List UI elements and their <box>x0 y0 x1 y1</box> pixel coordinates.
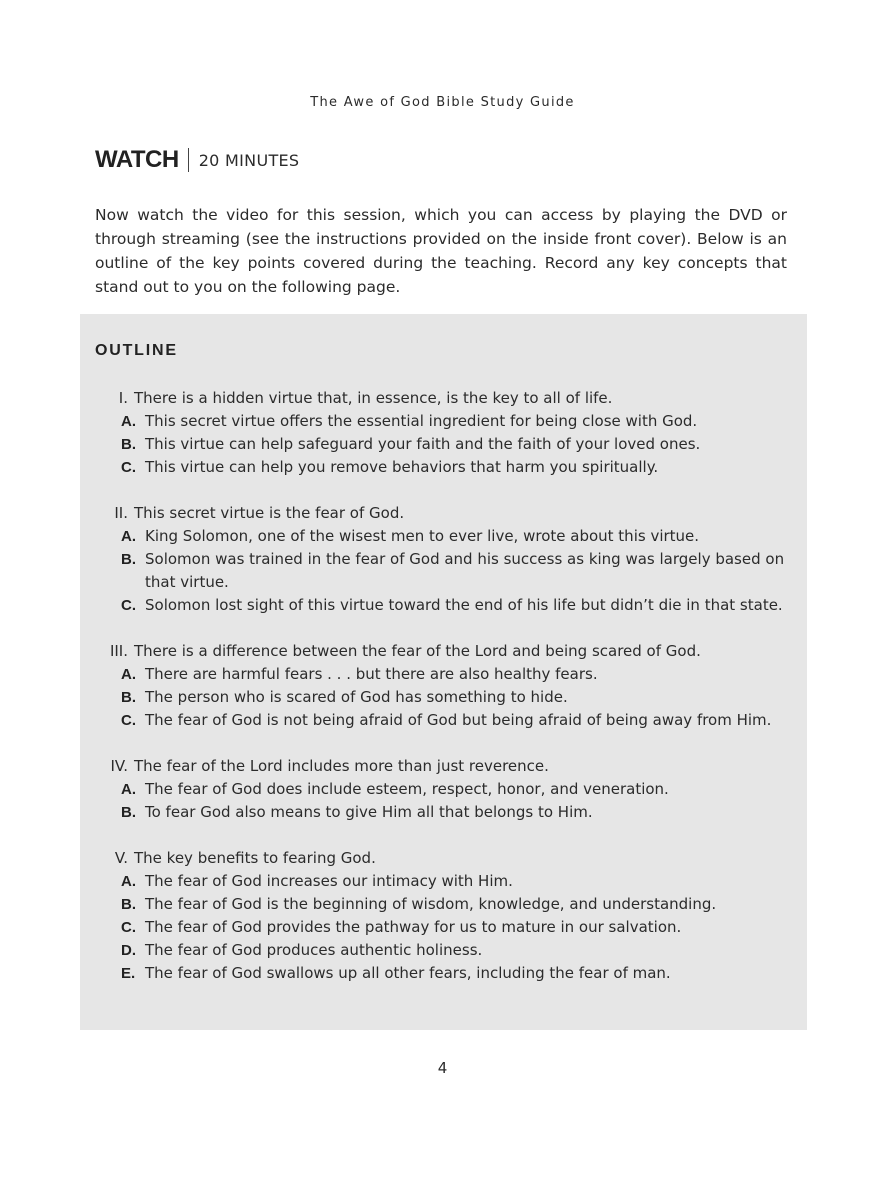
subpoint-text: The fear of God swallows up all other fears, including the fear of man. <box>145 964 671 982</box>
point-numeral: I. <box>118 389 128 407</box>
point-heading <box>98 847 798 870</box>
section-heading <box>95 146 299 174</box>
point-text: There is a difference between the fear of the Lord and being scared of God. <box>134 642 701 660</box>
point-numeral: IV. <box>110 757 128 775</box>
subpoint <box>98 456 798 479</box>
subpoint-letter: B. <box>121 551 136 568</box>
subpoint-letter: A. <box>121 666 136 683</box>
running-header: The Awe of God Bible Study Guide <box>310 95 575 110</box>
point-text: There is a hidden virtue that, in essence, is the key to all of life. <box>134 389 613 407</box>
outline-point <box>98 847 798 985</box>
subpoint-letter: B. <box>121 804 136 821</box>
subpoint-text: This virtue can help safeguard your faith and the faith of your loved ones. <box>145 435 701 453</box>
subpoint-text: The fear of God provides the pathway for us to mature in our salvation. <box>145 918 682 936</box>
subpoint-text: The fear of God does include esteem, respect, honor, and veneration. <box>145 780 669 798</box>
subpoint <box>98 410 798 433</box>
outline-point <box>98 387 798 479</box>
point-heading <box>98 755 798 778</box>
subpoint <box>98 663 798 686</box>
subpoint <box>98 801 798 824</box>
point-numeral: II. <box>114 504 128 522</box>
point-heading <box>98 502 798 525</box>
page-number: 4 <box>437 1059 448 1077</box>
subpoint-letter: A. <box>121 413 136 430</box>
subpoint-letter: C. <box>121 919 136 936</box>
point-text: The key benefits to fearing God. <box>134 849 376 867</box>
outline-point <box>98 755 798 824</box>
point-numeral: V. <box>114 849 128 867</box>
subpoint <box>98 870 798 893</box>
subpoint-text: King Solomon, one of the wisest men to ever live, wrote about this virtue. <box>145 527 700 545</box>
subpoint <box>98 548 798 594</box>
subpoint-letter: A. <box>121 528 136 545</box>
subpoint-letter: D. <box>121 942 136 959</box>
subpoint-letter: B. <box>121 689 136 706</box>
subpoint-text: There are harmful fears . . . but there are also healthy fears. <box>145 665 598 683</box>
subpoint-letter: C. <box>121 597 136 614</box>
subpoint <box>98 916 798 939</box>
section-divider <box>188 148 189 172</box>
section-duration: 20 MINUTES <box>198 150 300 170</box>
subpoint-letter: B. <box>121 896 136 913</box>
outline-box <box>80 314 807 1030</box>
point-text: This secret virtue is the fear of God. <box>134 504 405 522</box>
subpoint <box>98 962 798 985</box>
section-title: WATCH <box>95 146 179 173</box>
subpoint-text: The fear of God is the beginning of wisdom, knowledge, and understanding. <box>145 895 717 913</box>
subpoint <box>98 686 798 709</box>
subpoint-text: The fear of God is not being afraid of God but being afraid of being away from Him. <box>145 711 772 729</box>
point-heading <box>98 640 798 663</box>
point-heading <box>98 387 798 410</box>
point-numeral: III. <box>109 642 128 660</box>
subpoint-letter: E. <box>121 965 136 982</box>
subpoint-letter: B. <box>121 436 136 453</box>
subpoint-text: This virtue can help you remove behaviors that harm you spiritually. <box>145 458 659 476</box>
subpoint <box>98 939 798 962</box>
outline-point <box>98 640 798 732</box>
subpoint-text: To fear God also means to give Him all that belongs to Him. <box>145 803 593 821</box>
subpoint-text: This secret virtue offers the essential ingredient for being close with God. <box>145 412 698 430</box>
subpoint-letter: C. <box>121 712 136 729</box>
subpoint <box>98 525 798 548</box>
subpoint-text: The person who is scared of God has something to hide. <box>145 688 568 706</box>
subpoint <box>98 709 798 732</box>
subpoint <box>98 778 798 801</box>
subpoint <box>98 893 798 916</box>
outline-point <box>98 502 798 617</box>
outline-title: OUTLINE <box>95 342 178 359</box>
point-text: The fear of the Lord includes more than just reverence. <box>134 757 549 775</box>
subpoint-text: The fear of God increases our intimacy with Him. <box>145 872 513 890</box>
subpoint-letter: C. <box>121 459 136 476</box>
subpoint-text: The fear of God produces authentic holiness. <box>145 941 483 959</box>
intro-paragraph: Now watch the video for this session, which you can access by playing the DVD or through streaming (see the instructions provided on the inside front cover). Below is an outline of the key points covered during the teaching. Record any key concepts that stand out to you on the following page. <box>95 206 787 296</box>
subpoint-text: Solomon lost sight of this virtue toward the end of his life but didn’t die in that state. <box>145 596 783 614</box>
subpoint-text: Solomon was trained in the fear of God and his success as king was largely based on that virtue. <box>145 550 785 591</box>
subpoint <box>98 594 798 617</box>
subpoint <box>98 433 798 456</box>
subpoint-letter: A. <box>121 781 136 798</box>
subpoint-letter: A. <box>121 873 136 890</box>
